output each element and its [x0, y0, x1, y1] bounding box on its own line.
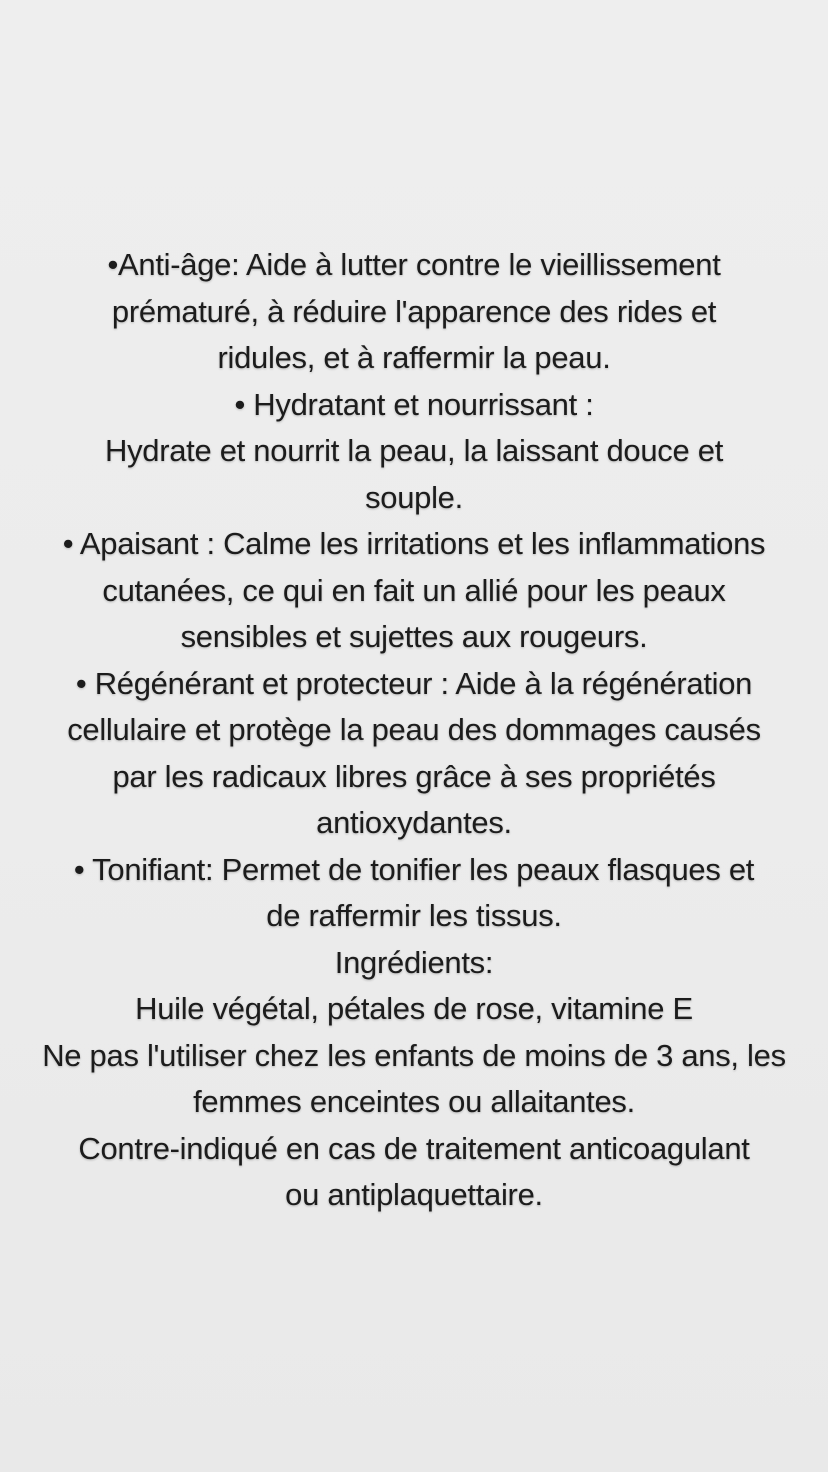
contraindication-line: ou antiplaquettaire.	[285, 1177, 543, 1212]
warning-line: Ne pas l'utiliser chez les enfants de moins de 3 ans, les	[42, 1037, 786, 1073]
ingredients-heading: Ingrédients:	[334, 944, 494, 980]
warning-line: femmes enceintes ou allaitantes.	[193, 1084, 635, 1119]
text-line-apaisant: • Apaisant : Calme les irritations et les inflammations	[62, 526, 766, 561]
ingredients-list: Huile végétal, pétales de rose, vitamine E	[135, 991, 693, 1026]
text-line: cutanées, ce qui en fait un allié pour les peaux	[102, 572, 726, 608]
text-line: ridules, et à raffermir la peau.	[217, 340, 611, 375]
text-line: antioxydantes.	[316, 805, 512, 840]
text-line: Hydrate et nourrit la peau, la laissant douce et	[104, 433, 724, 468]
text-line: sensibles et sujettes aux rougeurs.	[180, 619, 648, 654]
contraindication-line: Contre-indiqué en cas de traitement anticoagulant	[78, 1130, 750, 1166]
text-line: par les radicaux libres grâce à ses propriétés	[112, 758, 716, 794]
text-line: de raffermir les tissus.	[266, 898, 562, 933]
text-line: cellulaire et protège la peau des dommages causés	[67, 712, 761, 747]
text-line-hydratant: • Hydratant et nourrissant :	[234, 386, 594, 422]
text-line-tonifiant: • Tonifiant: Permet de tonifier les peaux flasques et	[73, 851, 755, 887]
text-line-regenerant: • Régénérant et protecteur : Aide à la régénération	[75, 665, 753, 701]
text-line: souple.	[365, 479, 463, 515]
text-line: prématuré, à réduire l'apparence des rides et	[111, 293, 717, 329]
text-line-anti-age: •Anti-âge: Aide à lutter contre le vieillissement	[107, 247, 721, 282]
product-description-text	[20, 242, 808, 1219]
